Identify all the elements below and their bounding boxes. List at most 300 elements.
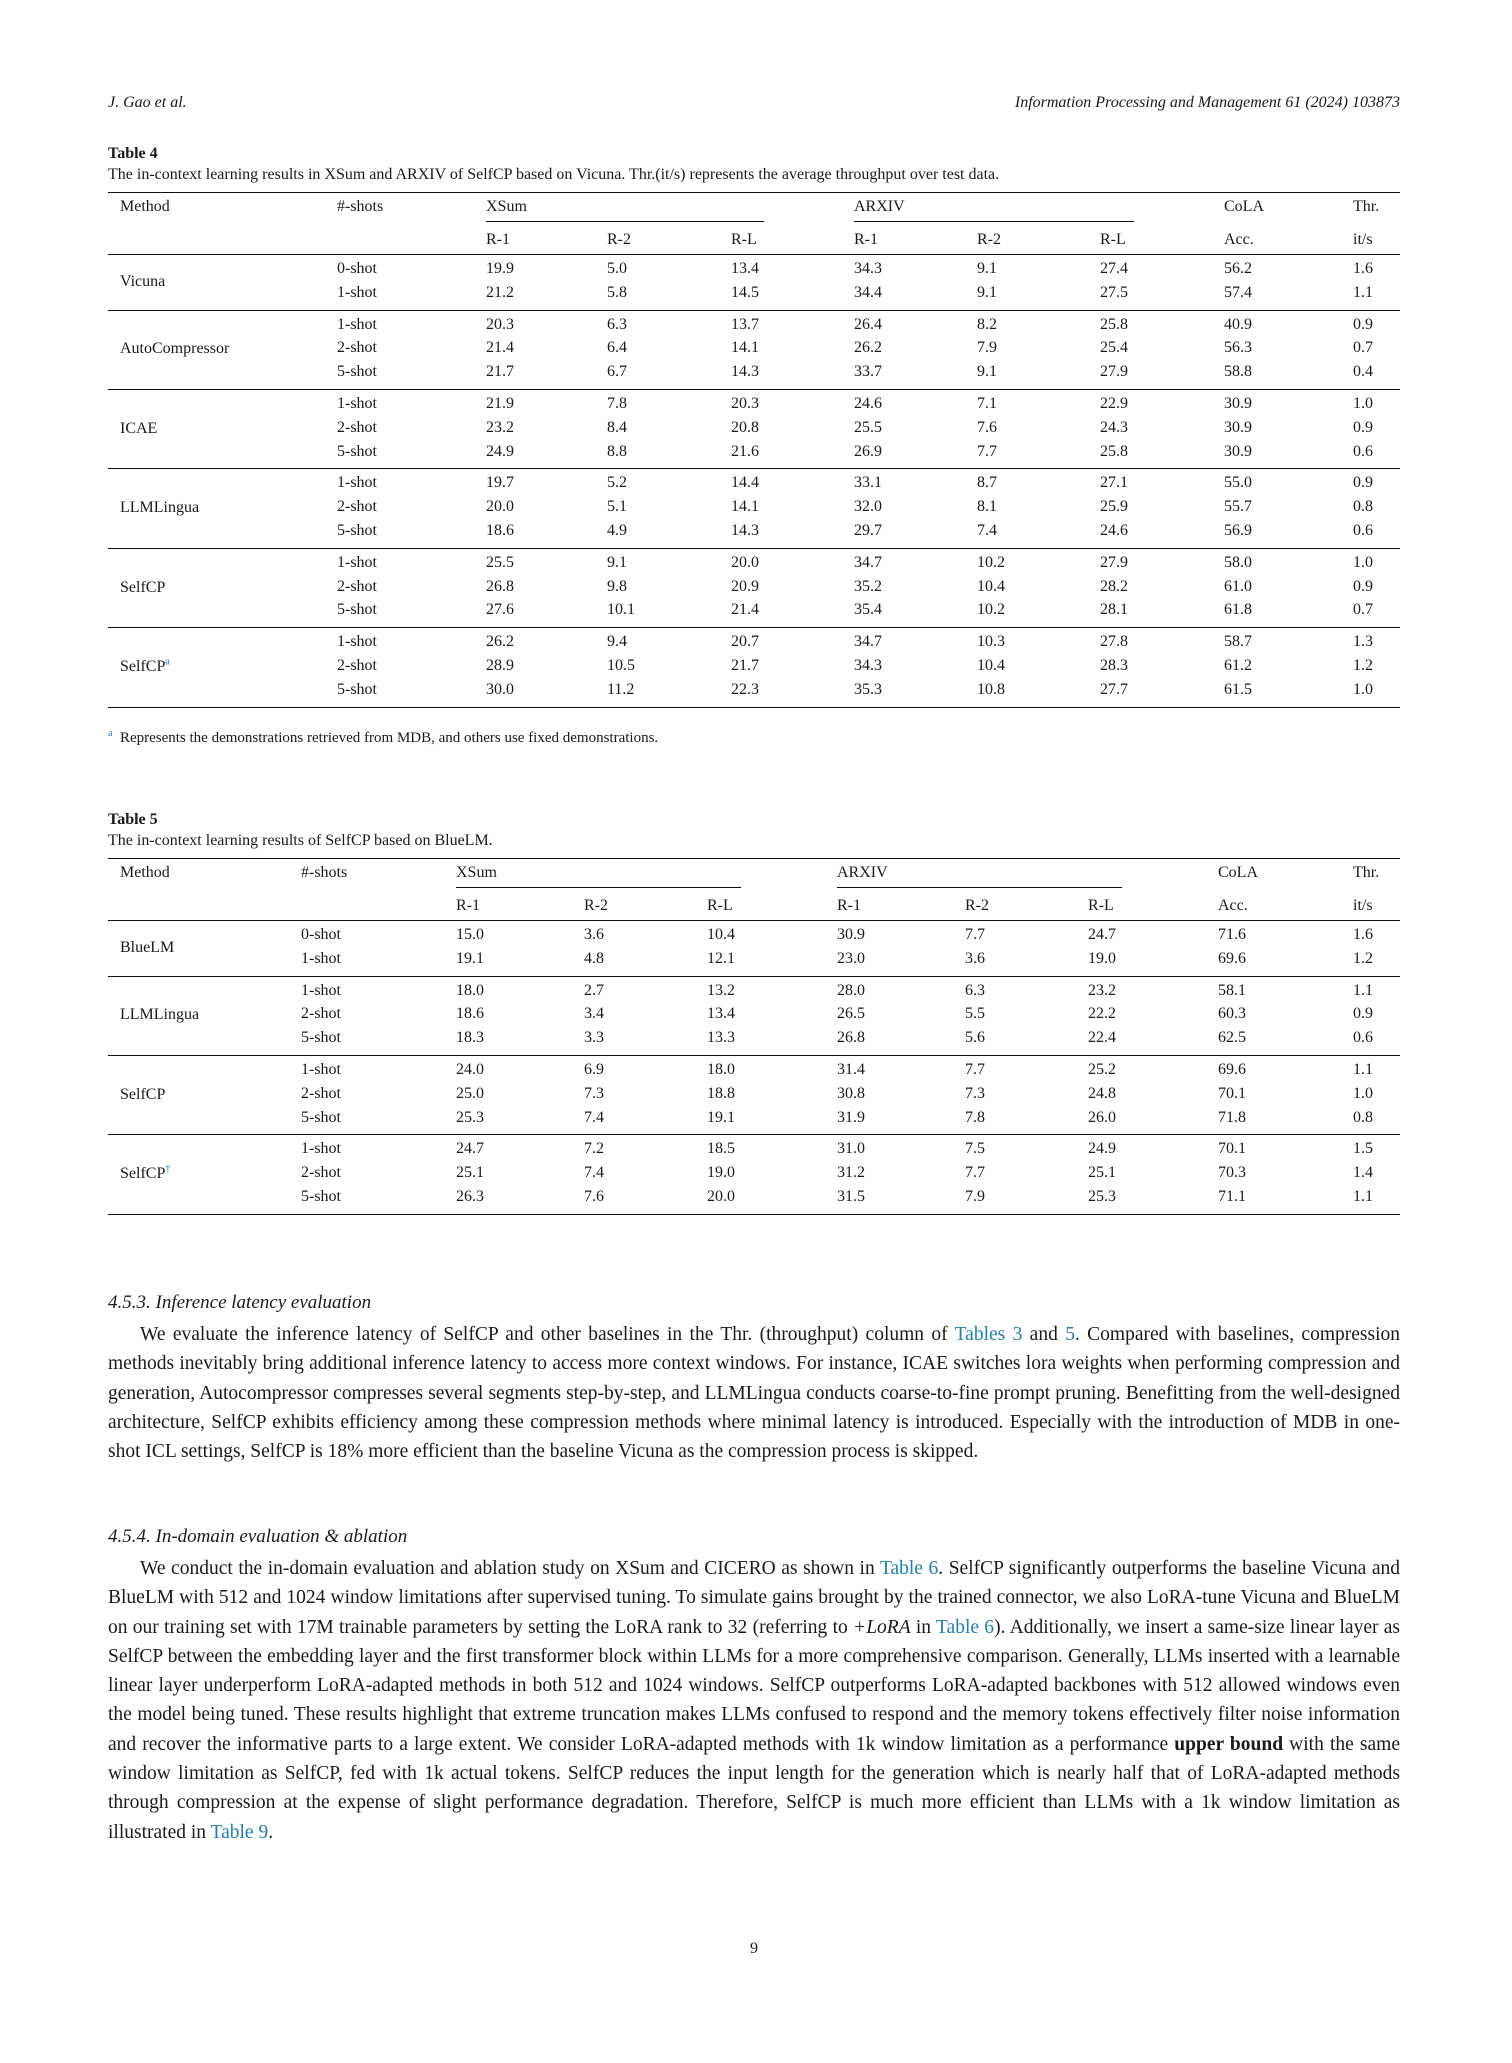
subheader-r1: R-1 bbox=[837, 897, 861, 914]
value-cell: 28.9 bbox=[486, 657, 514, 674]
page-number: 9 bbox=[750, 1940, 758, 1957]
value-cell: 27.9 bbox=[1100, 363, 1128, 381]
value-cell: 20.0 bbox=[707, 1188, 735, 1205]
table5-link[interactable]: 5 bbox=[1065, 1324, 1075, 1345]
subheader-r1: R-1 bbox=[854, 231, 878, 248]
value-cell: 26.3 bbox=[456, 1188, 484, 1205]
value-cell: 0.6 bbox=[1353, 1029, 1373, 1047]
value-cell: 27.8 bbox=[1100, 633, 1128, 651]
value-cell: 11.2 bbox=[607, 680, 635, 698]
shots-cell: 2-shot bbox=[337, 418, 377, 436]
value-cell: 18.5 bbox=[707, 1140, 735, 1158]
value-cell: 10.5 bbox=[607, 657, 635, 674]
table4-caption bbox=[108, 143, 1400, 185]
value-cell: 0.9 bbox=[1353, 418, 1373, 436]
value-cell: 31.2 bbox=[837, 1164, 865, 1182]
value-cell: 10.4 bbox=[977, 577, 1005, 595]
value-cell: 69.6 bbox=[1218, 1061, 1246, 1078]
value-cell: 70.1 bbox=[1218, 1084, 1246, 1102]
table6-link[interactable]: Table 6 bbox=[879, 1558, 939, 1579]
value-cell: 0.8 bbox=[1353, 1108, 1373, 1126]
value-cell: 27.1 bbox=[1100, 474, 1128, 492]
shots-cell: 5-shot bbox=[301, 1029, 341, 1047]
value-cell: 19.9 bbox=[486, 260, 514, 277]
value-cell: 21.9 bbox=[486, 395, 514, 412]
value-cell: 7.9 bbox=[977, 339, 997, 357]
value-cell: 8.1 bbox=[977, 498, 997, 516]
shots-cell: 1-shot bbox=[301, 1140, 341, 1158]
text: . bbox=[268, 1821, 274, 1843]
table4-caption-text: The in-context learning results in XSum and ARXIV of SelfCP based on Vicuna. Thr.(it/s) represents the average throughput over test data. bbox=[108, 166, 1000, 183]
value-cell: 9.4 bbox=[607, 633, 627, 651]
value-cell: 24.6 bbox=[1100, 522, 1128, 539]
value-cell: 22.4 bbox=[1088, 1029, 1116, 1047]
value-cell: 31.0 bbox=[837, 1140, 865, 1158]
value-cell: 25.1 bbox=[456, 1164, 484, 1182]
value-cell: 34.7 bbox=[854, 553, 882, 571]
value-cell: 7.6 bbox=[584, 1188, 604, 1205]
shots-cell: 0-shot bbox=[301, 926, 341, 943]
subheader-r2: R-2 bbox=[607, 231, 631, 248]
value-cell: 61.2 bbox=[1224, 657, 1252, 674]
running-header bbox=[108, 94, 1400, 116]
value-cell: 61.8 bbox=[1224, 601, 1252, 619]
value-cell: 19.1 bbox=[456, 949, 484, 967]
value-cell: 62.5 bbox=[1218, 1029, 1246, 1047]
value-cell: 26.2 bbox=[486, 633, 514, 651]
value-cell: 25.1 bbox=[1088, 1164, 1116, 1182]
value-cell: 0.4 bbox=[1353, 363, 1373, 381]
value-cell: 25.8 bbox=[1100, 442, 1128, 460]
header-bottom-rule bbox=[108, 920, 1400, 921]
value-cell: 1.6 bbox=[1353, 926, 1373, 943]
value-cell: 19.0 bbox=[1088, 949, 1116, 967]
text: We evaluate the inference latency of SelfCP and other baselines in the Thr. (throughput) column of bbox=[140, 1324, 955, 1345]
group-rule bbox=[108, 310, 1400, 311]
value-cell: 0.6 bbox=[1353, 442, 1373, 460]
shots-cell: 5-shot bbox=[301, 1108, 341, 1126]
value-cell: 23.2 bbox=[1088, 981, 1116, 999]
value-cell: 14.3 bbox=[731, 522, 759, 539]
shots-cell: 5-shot bbox=[337, 363, 377, 381]
subheader-acc: Acc. bbox=[1218, 897, 1248, 914]
text: in bbox=[910, 1616, 936, 1638]
value-cell: 21.6 bbox=[731, 442, 759, 460]
value-cell: 1.1 bbox=[1353, 283, 1373, 301]
value-cell: 4.9 bbox=[607, 522, 627, 539]
table5-caption bbox=[108, 809, 1400, 851]
value-cell: 24.7 bbox=[1088, 926, 1116, 943]
value-cell: 5.6 bbox=[965, 1029, 985, 1047]
value-cell: 1.2 bbox=[1353, 949, 1373, 967]
value-cell: 26.8 bbox=[837, 1029, 865, 1047]
shots-cell: 1-shot bbox=[337, 283, 377, 301]
value-cell: 6.3 bbox=[607, 315, 627, 333]
header-thr: Thr. bbox=[1353, 198, 1380, 215]
value-cell: 26.4 bbox=[854, 315, 882, 333]
method-name: SelfCP† bbox=[120, 1163, 171, 1183]
value-cell: 13.2 bbox=[707, 981, 735, 999]
subheader-its: it/s bbox=[1353, 897, 1373, 914]
value-cell: 69.6 bbox=[1218, 949, 1246, 967]
section-453-title: 4.5.3. Inference latency evaluation bbox=[108, 1292, 372, 1313]
method-name: SelfCP bbox=[120, 1085, 166, 1103]
value-cell: 9.8 bbox=[607, 577, 627, 595]
shots-cell: 1-shot bbox=[337, 553, 377, 571]
value-cell: 0.9 bbox=[1353, 315, 1373, 333]
value-cell: 7.7 bbox=[965, 1061, 985, 1078]
value-cell: 22.2 bbox=[1088, 1005, 1116, 1023]
value-cell: 28.0 bbox=[837, 981, 865, 999]
table6-link-2[interactable]: Table 6 bbox=[936, 1616, 995, 1638]
header-arxiv: ARXIV bbox=[854, 198, 905, 215]
value-cell: 56.9 bbox=[1224, 522, 1252, 539]
subheader-r1: R-1 bbox=[456, 897, 480, 914]
value-cell: 1.0 bbox=[1353, 1084, 1373, 1102]
value-cell: 12.1 bbox=[707, 949, 735, 967]
value-cell: 10.2 bbox=[977, 601, 1005, 619]
value-cell: 21.4 bbox=[486, 339, 514, 357]
value-cell: 57.4 bbox=[1224, 283, 1252, 301]
table-top-rule bbox=[108, 192, 1400, 193]
value-cell: 20.0 bbox=[486, 498, 514, 516]
value-cell: 13.7 bbox=[731, 315, 759, 333]
value-cell: 8.7 bbox=[977, 474, 997, 492]
value-cell: 3.6 bbox=[965, 949, 985, 967]
table4-label: Table 4 bbox=[108, 145, 158, 162]
value-cell: 1.1 bbox=[1353, 1061, 1373, 1078]
value-cell: 34.3 bbox=[854, 657, 882, 674]
text: and bbox=[1022, 1324, 1066, 1345]
shots-cell: 1-shot bbox=[337, 474, 377, 492]
value-cell: 70.1 bbox=[1218, 1140, 1246, 1158]
method-name: Vicuna bbox=[120, 272, 166, 290]
shots-cell: 0-shot bbox=[337, 260, 377, 277]
value-cell: 7.7 bbox=[977, 442, 997, 460]
value-cell: 6.7 bbox=[607, 363, 627, 381]
arxiv-span-rule bbox=[854, 221, 1134, 222]
group-rule bbox=[108, 1055, 1400, 1056]
value-cell: 28.2 bbox=[1100, 577, 1128, 595]
value-cell: 18.8 bbox=[707, 1084, 735, 1102]
value-cell: 8.2 bbox=[977, 315, 997, 333]
value-cell: 34.4 bbox=[854, 283, 882, 301]
value-cell: 20.7 bbox=[731, 633, 759, 651]
value-cell: 56.2 bbox=[1224, 260, 1252, 277]
value-cell: 7.7 bbox=[965, 1164, 985, 1182]
value-cell: 7.7 bbox=[965, 926, 985, 943]
value-cell: 10.1 bbox=[607, 601, 635, 619]
value-cell: 33.1 bbox=[854, 474, 882, 492]
value-cell: 15.0 bbox=[456, 926, 484, 943]
method-name: SelfCP$^a$ bbox=[120, 656, 170, 675]
value-cell: 34.3 bbox=[854, 260, 882, 277]
value-cell: 14.1 bbox=[731, 339, 759, 357]
value-cell: 25.9 bbox=[1100, 498, 1128, 516]
group-rule bbox=[108, 389, 1400, 390]
value-cell: 7.4 bbox=[584, 1108, 604, 1126]
subheader-r2: R-2 bbox=[965, 897, 989, 914]
value-cell: 5.2 bbox=[607, 474, 627, 492]
value-cell: 20.0 bbox=[731, 553, 759, 571]
shots-cell: 5-shot bbox=[337, 601, 377, 619]
value-cell: 0.6 bbox=[1353, 522, 1373, 539]
value-cell: 60.3 bbox=[1218, 1005, 1246, 1023]
value-cell: 10.3 bbox=[977, 633, 1005, 651]
shots-cell: 1-shot bbox=[301, 981, 341, 999]
tables3-link[interactable]: Tables 3 bbox=[954, 1324, 1023, 1345]
value-cell: 7.3 bbox=[965, 1084, 985, 1102]
value-cell: 24.9 bbox=[1088, 1140, 1116, 1158]
table4-footnote bbox=[108, 730, 658, 747]
header-arxiv: ARXIV bbox=[837, 864, 888, 881]
value-cell: 10.2 bbox=[977, 553, 1005, 571]
subheader-r2: R-2 bbox=[977, 231, 1001, 248]
value-cell: 1.1 bbox=[1353, 1188, 1373, 1205]
value-cell: 24.3 bbox=[1100, 418, 1128, 436]
value-cell: 7.2 bbox=[584, 1140, 604, 1158]
value-cell: 71.1 bbox=[1218, 1188, 1246, 1205]
value-cell: 30.0 bbox=[486, 680, 514, 698]
value-cell: 7.8 bbox=[965, 1108, 985, 1126]
upper-bound-bold: upper bound bbox=[1174, 1733, 1284, 1755]
value-cell: 3.3 bbox=[584, 1029, 604, 1047]
value-cell: 58.8 bbox=[1224, 363, 1252, 381]
group-rule bbox=[108, 548, 1400, 549]
value-cell: 9.1 bbox=[977, 283, 997, 301]
value-cell: 56.3 bbox=[1224, 339, 1252, 357]
value-cell: 30.9 bbox=[1224, 418, 1252, 436]
table9-link[interactable]: Table 9 bbox=[210, 1821, 269, 1843]
group-rule bbox=[108, 1214, 1400, 1215]
value-cell: 24.9 bbox=[486, 442, 514, 460]
table-top-rule bbox=[108, 858, 1400, 859]
method-name: AutoCompressor bbox=[120, 340, 230, 358]
value-cell: 30.9 bbox=[837, 926, 865, 943]
value-cell: 1.0 bbox=[1353, 553, 1373, 571]
value-cell: 71.8 bbox=[1218, 1108, 1246, 1126]
group-rule bbox=[108, 976, 1400, 977]
value-cell: 0.9 bbox=[1353, 474, 1373, 492]
value-cell: 55.0 bbox=[1224, 474, 1252, 492]
value-cell: 23.0 bbox=[837, 949, 865, 967]
value-cell: 18.3 bbox=[456, 1029, 484, 1047]
value-cell: 7.3 bbox=[584, 1084, 604, 1102]
method-name: BlueLM bbox=[120, 938, 175, 956]
footnote-mark: a bbox=[108, 728, 113, 739]
subheader-rl: R-L bbox=[707, 897, 733, 914]
shots-cell: 5-shot bbox=[337, 522, 377, 539]
method-name: ICAE bbox=[120, 419, 158, 437]
value-cell: 33.7 bbox=[854, 363, 882, 381]
value-cell: 27.5 bbox=[1100, 283, 1128, 301]
value-cell: 26.0 bbox=[1088, 1108, 1116, 1126]
value-cell: 0.7 bbox=[1353, 601, 1373, 619]
shots-cell: 1-shot bbox=[337, 315, 377, 333]
header-bottom-rule bbox=[108, 254, 1400, 255]
value-cell: 18.6 bbox=[486, 522, 514, 539]
value-cell: 1.1 bbox=[1353, 981, 1373, 999]
value-cell: 18.6 bbox=[456, 1005, 484, 1023]
shots-cell: 2-shot bbox=[301, 1164, 341, 1182]
header-journal: Information Processing and Management 61 (2024) 103873 bbox=[1014, 94, 1400, 111]
group-rule bbox=[108, 468, 1400, 469]
value-cell: 30.8 bbox=[837, 1084, 865, 1102]
text: . Compared with baselines, compression methods inevitably bring additional inference latency to access more context windows. For instance, ICAE switches lora weights when performing compression and generation, Autocompressor compresses several segments step-by-step, and LLMLingua conducts coarse-to-fine prompt pruning. Benefitting from the well-designed architecture, SelfCP exhibits efficiency among these compression methods where minimal latency is introduced. Especially with the introduction of MDB in one-shot ICL settings, SelfCP is 18% more efficient than the baseline Vicuna as the compression process is skipped. bbox=[108, 1324, 1400, 1463]
value-cell: 30.9 bbox=[1224, 395, 1252, 412]
value-cell: 10.4 bbox=[707, 926, 735, 943]
lora-math: +LoRA bbox=[853, 1616, 911, 1638]
value-cell: 27.9 bbox=[1100, 553, 1128, 571]
value-cell: 1.3 bbox=[1353, 633, 1373, 651]
value-cell: 2.7 bbox=[584, 981, 604, 999]
shots-cell: 2-shot bbox=[301, 1084, 341, 1102]
xsum-span-rule bbox=[456, 887, 741, 888]
table5-label: Table 5 bbox=[108, 811, 158, 828]
shots-cell: 1-shot bbox=[301, 1061, 341, 1078]
text: ). Additionally, we insert a same-size linear layer as SelfCP between the embedding layer and the first transformer block within LLMs for a more comprehensive comparison. Generally, LLMs inserted with a learnable linear layer underperform LoRA-adapted methods in both 512 and 1024 windows. SelfCP outperforms LoRA-adapted backbones with 512 allowed windows even the model being tuned. These results highlight that extreme truncation makes LLMs confused to respond and the memory tokens effectively filter noise information and recover the informative parts to a large extent. We consider LoRA-adapted methods with 1k window limitation as a performance bbox=[108, 1616, 1400, 1755]
value-cell: 25.2 bbox=[1088, 1061, 1116, 1078]
shots-cell: 5-shot bbox=[337, 680, 377, 698]
value-cell: 25.4 bbox=[1100, 339, 1128, 357]
shots-cell: 5-shot bbox=[301, 1188, 341, 1205]
method-name: SelfCP bbox=[120, 578, 166, 596]
value-cell: 31.5 bbox=[837, 1188, 865, 1205]
value-cell: 27.7 bbox=[1100, 680, 1128, 698]
value-cell: 35.3 bbox=[854, 680, 882, 698]
value-cell: 20.3 bbox=[486, 315, 514, 333]
section-454-title: 4.5.4. In-domain evaluation & ablation bbox=[108, 1526, 408, 1547]
value-cell: 0.8 bbox=[1353, 498, 1373, 516]
value-cell: 22.3 bbox=[731, 680, 759, 698]
value-cell: 7.1 bbox=[977, 395, 997, 412]
value-cell: 19.1 bbox=[707, 1108, 735, 1126]
value-cell: 21.7 bbox=[731, 657, 759, 674]
value-cell: 7.5 bbox=[965, 1140, 985, 1158]
value-cell: 24.8 bbox=[1088, 1084, 1116, 1102]
subheader-rl: R-L bbox=[731, 231, 757, 248]
value-cell: 5.0 bbox=[607, 260, 627, 277]
value-cell: 21.2 bbox=[486, 283, 514, 301]
method-superscript: a bbox=[165, 656, 170, 668]
value-cell: 35.2 bbox=[854, 577, 882, 595]
value-cell: 8.8 bbox=[607, 442, 627, 460]
value-cell: 25.3 bbox=[1088, 1188, 1116, 1205]
value-cell: 3.6 bbox=[584, 926, 604, 943]
header-method: Method bbox=[120, 864, 170, 881]
section-453-paragraph bbox=[108, 1320, 1400, 1466]
value-cell: 24.0 bbox=[456, 1061, 484, 1078]
shots-cell: 2-shot bbox=[301, 1005, 341, 1023]
shots-cell: 1-shot bbox=[337, 633, 377, 651]
value-cell: 0.9 bbox=[1353, 1005, 1373, 1023]
value-cell: 25.5 bbox=[854, 418, 882, 436]
value-cell: 31.9 bbox=[837, 1108, 865, 1126]
value-cell: 1.4 bbox=[1353, 1164, 1373, 1182]
subheader-r2: R-2 bbox=[584, 897, 608, 914]
value-cell: 6.3 bbox=[965, 981, 985, 999]
value-cell: 27.4 bbox=[1100, 260, 1128, 277]
header-method: Method bbox=[120, 198, 170, 215]
value-cell: 34.7 bbox=[854, 633, 882, 651]
shots-cell: 1-shot bbox=[337, 395, 377, 412]
value-cell: 32.0 bbox=[854, 498, 882, 516]
value-cell: 55.7 bbox=[1224, 498, 1252, 516]
header-cola: CoLA bbox=[1224, 198, 1264, 215]
value-cell: 1.5 bbox=[1353, 1140, 1373, 1158]
value-cell: 1.6 bbox=[1353, 260, 1373, 277]
value-cell: 26.8 bbox=[486, 577, 514, 595]
arxiv-span-rule bbox=[837, 887, 1122, 888]
subheader-acc: Acc. bbox=[1224, 231, 1254, 248]
value-cell: 58.0 bbox=[1224, 553, 1252, 571]
value-cell: 26.5 bbox=[837, 1005, 865, 1023]
shots-cell: 1-shot bbox=[301, 949, 341, 967]
value-cell: 7.4 bbox=[977, 522, 997, 539]
header-shots: #-shots bbox=[301, 864, 348, 881]
value-cell: 24.6 bbox=[854, 395, 882, 412]
shots-cell: 2-shot bbox=[337, 657, 377, 674]
value-cell: 23.2 bbox=[486, 418, 514, 436]
value-cell: 13.3 bbox=[707, 1029, 735, 1047]
text: We conduct the in-domain evaluation and ablation study on XSum and CICERO as shown in bbox=[140, 1558, 880, 1579]
value-cell: 26.9 bbox=[854, 442, 882, 460]
value-cell: 3.4 bbox=[584, 1005, 604, 1023]
shots-cell: 2-shot bbox=[337, 339, 377, 357]
value-cell: 29.7 bbox=[854, 522, 882, 539]
value-cell: 7.8 bbox=[607, 395, 627, 412]
value-cell: 14.5 bbox=[731, 283, 759, 301]
value-cell: 9.1 bbox=[607, 553, 627, 571]
value-cell: 25.8 bbox=[1100, 315, 1128, 333]
value-cell: 61.5 bbox=[1224, 680, 1252, 698]
value-cell: 25.0 bbox=[456, 1084, 484, 1102]
value-cell: 61.0 bbox=[1224, 577, 1252, 595]
shots-cell: 2-shot bbox=[337, 498, 377, 516]
value-cell: 6.4 bbox=[607, 339, 627, 357]
group-rule bbox=[108, 1134, 1400, 1135]
value-cell: 14.3 bbox=[731, 363, 759, 381]
value-cell: 8.4 bbox=[607, 418, 627, 436]
shots-cell: 2-shot bbox=[337, 577, 377, 595]
value-cell: 28.1 bbox=[1100, 601, 1128, 619]
value-cell: 70.3 bbox=[1218, 1164, 1246, 1182]
group-rule bbox=[108, 627, 1400, 628]
header-shots: #-shots bbox=[337, 198, 384, 215]
value-cell: 13.4 bbox=[731, 260, 759, 277]
value-cell: 13.4 bbox=[707, 1005, 735, 1023]
value-cell: 0.9 bbox=[1353, 577, 1373, 595]
header-cola: CoLA bbox=[1218, 864, 1258, 881]
header-authors: J. Gao et al. bbox=[108, 94, 187, 111]
value-cell: 9.1 bbox=[977, 260, 997, 277]
value-cell: 21.4 bbox=[731, 601, 759, 619]
method-name: LLMLingua bbox=[120, 499, 200, 517]
value-cell: 7.9 bbox=[965, 1188, 985, 1205]
subheader-rl: R-L bbox=[1088, 897, 1114, 914]
header-xsum: XSum bbox=[486, 198, 527, 215]
value-cell: 1.0 bbox=[1353, 395, 1373, 412]
value-cell: 0.7 bbox=[1353, 339, 1373, 357]
value-cell: 7.6 bbox=[977, 418, 997, 436]
value-cell: 25.3 bbox=[456, 1108, 484, 1126]
value-cell: 71.6 bbox=[1218, 926, 1246, 943]
footnote-text: Represents the demonstrations retrieved from MDB, and others use fixed demonstrations. bbox=[119, 730, 659, 746]
value-cell: 25.5 bbox=[486, 553, 514, 571]
value-cell: 5.8 bbox=[607, 283, 627, 301]
subheader-its: it/s bbox=[1353, 231, 1373, 248]
value-cell: 10.8 bbox=[977, 680, 1005, 698]
